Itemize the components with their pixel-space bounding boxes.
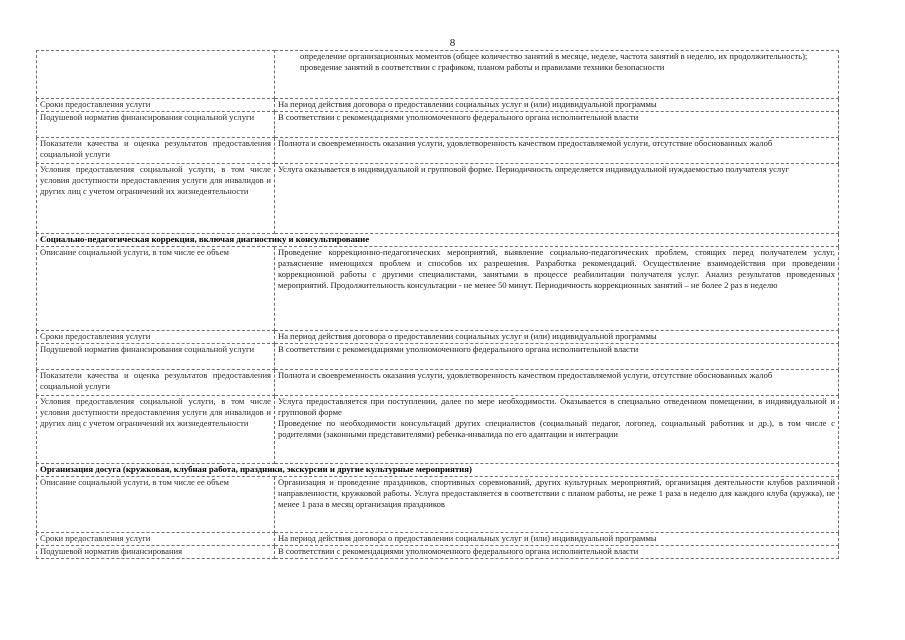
row-value bbox=[275, 138, 839, 164]
row-label: Показатели качества и оценка результатов предоставления социальной услуги bbox=[37, 370, 275, 396]
row-label bbox=[37, 51, 275, 99]
row-label: Описание социальной услуги, в том числе ее объем bbox=[37, 477, 275, 533]
row-label: Подушевой норматив финансирования социальной услуги bbox=[37, 112, 275, 138]
table-row bbox=[37, 112, 839, 138]
row-label: Подушевой норматив финансирования социальной услуги bbox=[37, 344, 275, 370]
value-paragraph: Проведение по необходимости консультаций других специалистов (социальный педагог, логопед, социальный работник и др.), в том числе с родителями (законными представителями) ребенка-инвалида по его адаптации и интеграции bbox=[278, 418, 835, 439]
table-row bbox=[37, 370, 839, 396]
table-row bbox=[37, 138, 839, 164]
row-label: Условия предоставления социальной услуги, в том числе условия доступности предоставления услуги для инвалидов и других лиц с учетом ограничений их жизнедеятельности bbox=[37, 396, 275, 464]
table-row bbox=[37, 99, 839, 112]
row-label: Сроки предоставления услуги bbox=[37, 533, 275, 546]
row-value bbox=[275, 546, 839, 559]
value-paragraph: В соответствии с рекомендациями уполномоченного федерального органа исполнительной власти bbox=[278, 546, 639, 556]
row-value bbox=[275, 533, 839, 546]
row-value bbox=[275, 477, 839, 533]
section-title: Социально-педагогическая коррекция, включая диагностику и консультирование bbox=[37, 234, 839, 247]
value-paragraph: В соответствии с рекомендациями уполномоченного федерального органа исполнительной власти bbox=[278, 112, 639, 122]
row-value bbox=[275, 99, 839, 112]
table-row bbox=[37, 533, 839, 546]
value-paragraph: определение организационных моментов (общее количество занятий в месяце, неделе, частота занятий в неделю, их продолжительность); bbox=[300, 51, 808, 61]
row-value bbox=[275, 112, 839, 138]
section-title: Организация досуга (кружковая, клубная работа, праздники, экскурсии и другие культурные мероприятия) bbox=[37, 464, 839, 477]
section-row bbox=[37, 464, 839, 477]
row-label: Подушевой норматив финансирования bbox=[37, 546, 275, 559]
value-paragraph: На период действия договора о предоставлении социальных услуг и (или) индивидуальной программы bbox=[278, 99, 657, 109]
section-row bbox=[37, 234, 839, 247]
table-row bbox=[37, 396, 839, 464]
table-row bbox=[37, 344, 839, 370]
row-value bbox=[275, 51, 839, 99]
row-label: Показатели качества и оценка результатов предоставления социальной услуги bbox=[37, 138, 275, 164]
services-table bbox=[36, 50, 839, 559]
row-label: Условия предоставления социальной услуги, в том числе условия доступности предоставления услуги для инвалидов и других лиц с учетом ограничений их жизнедеятельности bbox=[37, 164, 275, 234]
value-paragraph: Услуга оказывается в индивидуальной и групповой форме. Периодичность определяется индивидуальной нуждаемостью получателя услуг bbox=[278, 164, 790, 174]
value-paragraph: Полнота и своевременность оказания услуги, удовлетворенность качеством предоставляемой услуги, отсутствие обоснованных жалоб bbox=[278, 138, 773, 148]
row-value bbox=[275, 247, 839, 331]
value-paragraph: Полнота и своевременность оказания услуги, удовлетворенность качеством предоставляемой услуги, отсутствие обоснованных жалоб bbox=[278, 370, 773, 380]
table-row bbox=[37, 546, 839, 559]
value-paragraph: Организация и проведение праздников, спортивных соревнований, других культурных мероприятий, организация деятельности клубов различной направленности, кружковой работы. Услуга предоставляется в соответствии с планом работы, не реже 1 раза в неделю для каждого клуба (кружка), не менее 1 раза в месяц организация праздников bbox=[278, 477, 835, 509]
table-row bbox=[37, 331, 839, 344]
row-label: Описание социальной услуги, в том числе ее объем bbox=[37, 247, 275, 331]
row-label: Сроки предоставления услуги bbox=[37, 331, 275, 344]
row-value bbox=[275, 344, 839, 370]
value-paragraph: В соответствии с рекомендациями уполномоченного федерального органа исполнительной власти bbox=[278, 344, 639, 354]
value-paragraph: Услуга предоставляется при поступлении, далее по мере необходимости. Оказывается в специально отведенном помещении, в индивидуальной и групповой форме bbox=[278, 396, 835, 417]
value-paragraph: На период действия договора о предоставлении социальных услуг и (или) индивидуальной программы bbox=[278, 533, 657, 543]
table-row bbox=[37, 51, 839, 99]
row-value bbox=[275, 370, 839, 396]
table-row bbox=[37, 164, 839, 234]
value-paragraph: На период действия договора о предоставлении социальных услуг и (или) индивидуальной программы bbox=[278, 331, 657, 341]
row-value bbox=[275, 164, 839, 234]
table-row bbox=[37, 247, 839, 331]
page-number: 8 bbox=[449, 37, 456, 49]
table-row bbox=[37, 477, 839, 533]
row-value bbox=[275, 396, 839, 464]
value-paragraph: Проведение коррекционно-педагогических мероприятий, выявление социально-педагогических проблем, стоящих перед получателем услуг, разъяснение имеющихся проблем и способов их разрешения. Разработка рекомендаций. Осуществление взаимодействия при проведении коррекционной работы с другими специалистами, занятыми в процессе реабилитации получателя услуг. Анализ результатов проведенных мероприятий. Продолжительность консультации - не менее 50 минут. Периодичность коррекционных занятий – не более 2 раз в неделю bbox=[278, 247, 835, 290]
value-paragraph: проведение занятий в соответствии с графиком, планом работы и правилами техники безопасности bbox=[300, 62, 665, 72]
row-value bbox=[275, 331, 839, 344]
row-label: Сроки предоставления услуги bbox=[37, 99, 275, 112]
